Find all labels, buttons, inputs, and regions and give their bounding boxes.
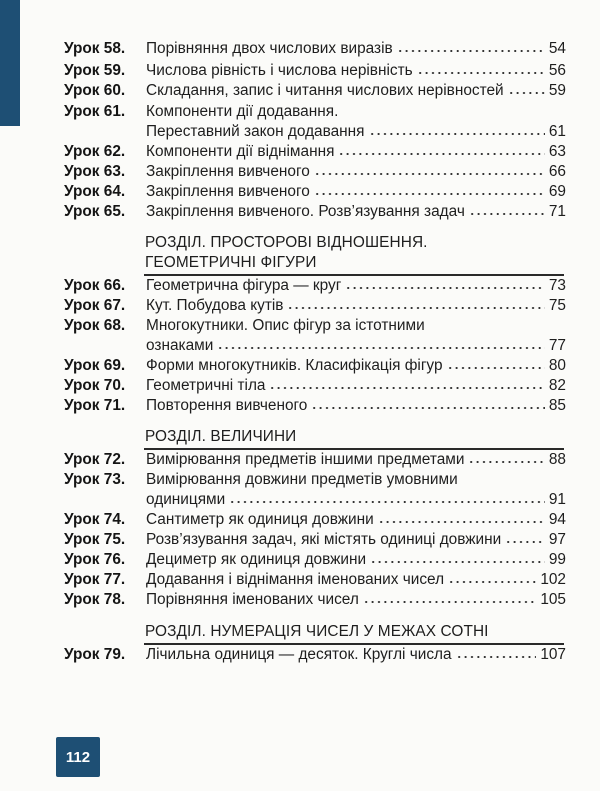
lesson-title: Розв’язування задач, які містять одиниці довжини	[146, 531, 502, 548]
page-ref: 85	[548, 397, 566, 414]
dot-leader	[345, 278, 545, 290]
toc-row[interactable]	[64, 509, 566, 531]
lesson-title: Форми многокутників. Класифікація фігур	[146, 357, 443, 374]
toc-row[interactable]	[64, 644, 566, 666]
page-ref: 88	[548, 451, 566, 468]
toc-row[interactable]	[64, 80, 566, 102]
toc-row[interactable]	[64, 449, 566, 471]
lesson-number: Урок 77.	[64, 571, 126, 588]
lesson-title: Додавання і віднімання іменованих чисел	[146, 571, 445, 588]
page-ref: 99	[548, 551, 566, 568]
lesson-number: Урок 71.	[64, 397, 126, 414]
lesson-number: Урок 72.	[64, 451, 126, 468]
lesson-title: Порівняння двох числових виразів	[146, 40, 393, 57]
lesson-title: Кут. Побудова кутів	[146, 297, 284, 314]
dot-leader	[456, 647, 537, 659]
page-ref: 69	[548, 183, 566, 200]
lesson-title: Закріплення вивченого	[146, 163, 310, 180]
page-ref: 91	[548, 491, 566, 508]
toc-row[interactable]	[64, 201, 566, 223]
lesson-number: Урок 69.	[64, 357, 126, 374]
lesson-number: Урок 66.	[64, 277, 126, 294]
lesson-title: Закріплення вивченого	[146, 183, 310, 200]
page-ref: 82	[548, 377, 566, 394]
lesson-title: Числова рівність і числова нерівність	[146, 62, 413, 79]
lesson-title: Повторення вивченого	[146, 397, 308, 414]
lesson-title: Вимірювання предметів іншими предметами	[146, 451, 465, 468]
toc-row[interactable]	[64, 38, 566, 60]
lesson-title-line-1: Компоненти дії додавання.	[146, 103, 339, 120]
toc-row-continuation[interactable]	[64, 121, 566, 143]
dot-leader	[217, 338, 545, 350]
page-ref: 63	[548, 143, 566, 160]
lesson-number: Урок 70.	[64, 377, 126, 394]
page-ref: 54	[548, 40, 566, 57]
dot-leader	[469, 204, 545, 216]
lesson-number: Урок 76.	[64, 551, 126, 568]
page-ref: 105	[540, 591, 566, 608]
lesson-number: Урок 67.	[64, 297, 126, 314]
toc-row[interactable]	[64, 375, 566, 397]
toc-row[interactable]	[64, 295, 566, 317]
dot-leader	[448, 572, 536, 584]
page-ref: 107	[540, 646, 566, 663]
toc-row[interactable]	[64, 161, 566, 183]
dot-leader	[417, 63, 545, 75]
toc-row[interactable]	[64, 181, 566, 203]
page-ref: 77	[548, 337, 566, 354]
lesson-number: Урок 58.	[64, 40, 126, 57]
page-ref: 56	[548, 62, 566, 79]
page-ref: 75	[548, 297, 566, 314]
page-ref: 102	[540, 571, 566, 588]
lesson-number: Урок 63.	[64, 163, 126, 180]
dot-leader	[468, 452, 544, 464]
page-ref: 97	[548, 531, 566, 548]
dot-leader	[338, 144, 544, 156]
page-ref: 59	[548, 82, 566, 99]
lesson-number: Урок 64.	[64, 183, 126, 200]
lesson-number: Урок 75.	[64, 531, 126, 548]
lesson-title-line-1: Многокутники. Опис фігур за істотними	[146, 317, 425, 334]
toc-row[interactable]	[64, 315, 566, 337]
toc-row-continuation[interactable]	[64, 335, 566, 357]
lesson-title-line-2: одиницями	[146, 491, 226, 508]
lesson-number: Урок 60.	[64, 82, 126, 99]
lesson-title: Лічильна одиниця — десяток. Круглі числа	[146, 646, 452, 663]
dot-leader	[505, 532, 545, 544]
lesson-title: Геометричні тіла	[146, 377, 266, 394]
dot-leader	[363, 592, 537, 604]
toc-row-continuation[interactable]	[64, 489, 566, 511]
lesson-title: Сантиметр як одиниця довжини	[146, 511, 374, 528]
lesson-title-line-2: Переставний закон додавання	[146, 123, 365, 140]
section-heading-line-2: ГЕОМЕТРИЧНІ ФІГУРИ	[145, 254, 317, 271]
section-heading-line-1: РОЗДІЛ. ПРОСТОРОВІ ВІДНОШЕННЯ.	[145, 234, 428, 251]
lesson-title: Компоненти дії віднімання	[146, 143, 335, 160]
dot-leader	[287, 298, 544, 310]
page-ref: 73	[548, 277, 566, 294]
section-heading: РОЗДІЛ. ВЕЛИЧИНИ	[145, 428, 297, 445]
toc-row[interactable]	[64, 589, 566, 611]
lesson-number: Урок 68.	[64, 317, 126, 334]
toc-row[interactable]	[64, 469, 566, 491]
lesson-number: Урок 78.	[64, 591, 126, 608]
toc-row[interactable]	[64, 569, 566, 591]
dot-leader	[314, 164, 545, 176]
toc-row[interactable]	[64, 275, 566, 297]
dot-leader	[397, 41, 545, 53]
lesson-title: Складання, запис і читання числових нерівностей	[146, 82, 504, 99]
page-ref: 71	[548, 203, 566, 220]
lesson-title: Дециметр як одиниця довжини	[146, 551, 367, 568]
dot-leader	[370, 552, 545, 564]
lesson-number: Урок 74.	[64, 511, 126, 528]
page-ref: 94	[548, 511, 566, 528]
lesson-number: Урок 61.	[64, 103, 126, 120]
dot-leader	[447, 358, 545, 370]
page-ref: 80	[548, 357, 566, 374]
lesson-number: Урок 73.	[64, 471, 126, 488]
lesson-title: Порівняння іменованих чисел	[146, 591, 359, 608]
dot-leader	[269, 378, 544, 390]
page-ref: 61	[548, 123, 566, 140]
lesson-number: Урок 65.	[64, 203, 126, 220]
dot-leader	[229, 492, 545, 504]
toc-row[interactable]	[64, 395, 566, 417]
page-number-badge: 112	[56, 737, 100, 777]
toc-row[interactable]	[64, 355, 566, 377]
lesson-number: Урок 79.	[64, 646, 126, 663]
lesson-number: Урок 62.	[64, 143, 126, 160]
dot-leader	[508, 83, 545, 95]
section-heading: РОЗДІЛ. НУМЕРАЦІЯ ЧИСЕЛ У МЕЖАХ СОТНІ	[145, 623, 489, 640]
toc-row[interactable]	[64, 60, 566, 82]
dot-leader	[311, 398, 545, 410]
toc-row[interactable]	[64, 101, 566, 123]
toc-row[interactable]	[64, 141, 566, 163]
lesson-title-line-1: Вимірювання довжини предметів умовними	[146, 471, 458, 488]
dot-leader	[369, 124, 545, 136]
dot-leader	[378, 512, 545, 524]
lesson-title: Закріплення вивченого. Розв’язування задач	[146, 203, 465, 220]
lesson-title-line-2: ознаками	[146, 337, 214, 354]
dot-leader	[314, 184, 545, 196]
lesson-number: Урок 59.	[64, 62, 126, 79]
page-ref: 66	[548, 163, 566, 180]
lesson-title: Геометрична фігура — круг	[146, 277, 342, 294]
toc-row[interactable]	[64, 529, 566, 551]
toc-row[interactable]	[64, 549, 566, 571]
